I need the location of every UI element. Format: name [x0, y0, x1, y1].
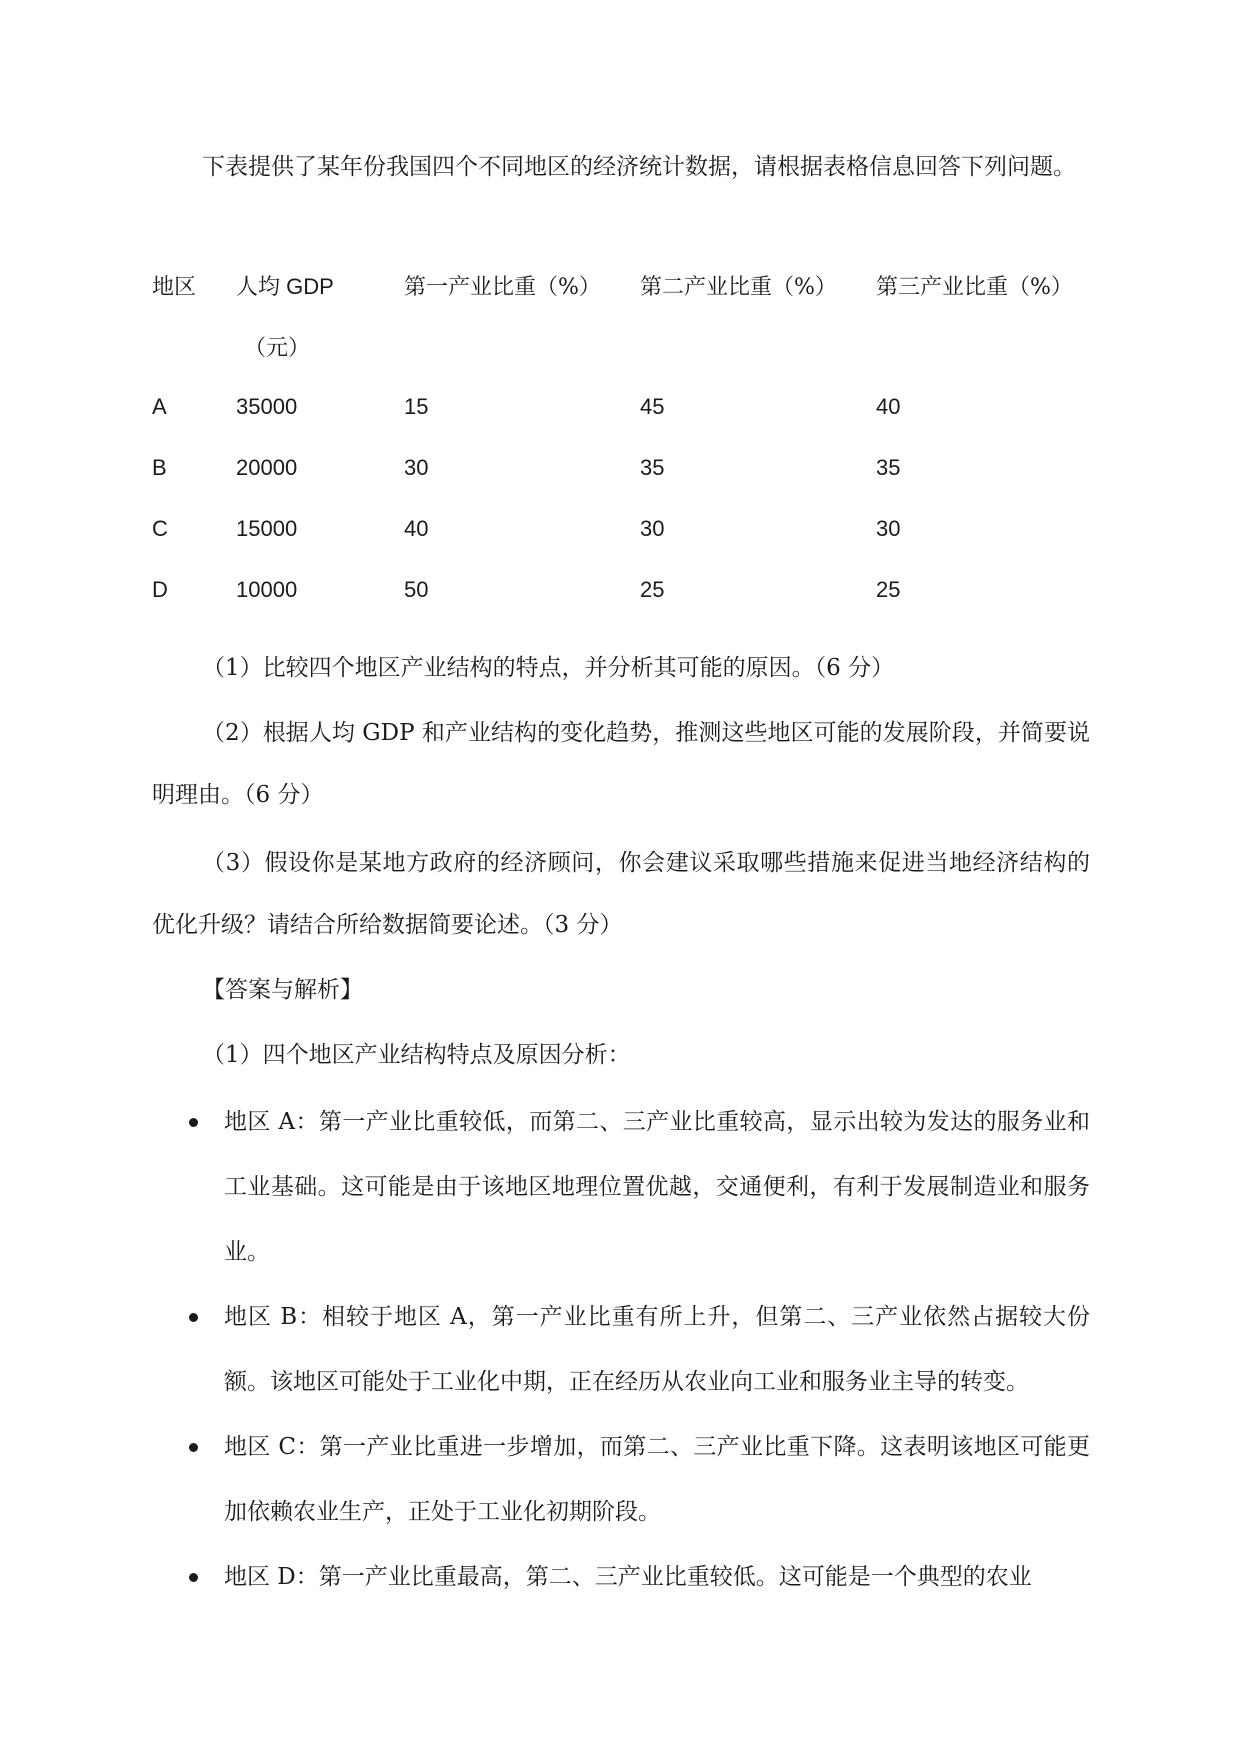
cell-region: C	[152, 516, 168, 541]
table-unit-row	[152, 331, 1092, 394]
cell-gdp: 35000	[236, 394, 298, 419]
cell-gdp: 10000	[236, 577, 298, 602]
bullet-text: 地区 B：相较于地区 A，第一产业比重有所上升，但第二、三产业依然占据较大份额。该地区可能处于工业化中期，正在经历从农业向工业和服务业主导的转变。	[224, 1304, 1090, 1395]
table-row	[152, 577, 1092, 638]
cell-region: D	[152, 577, 168, 602]
list-item	[152, 1285, 1090, 1415]
table-row	[152, 516, 1092, 577]
cell-gdp: 20000	[236, 455, 298, 480]
header-tertiary: 第三产业比重（%）	[876, 275, 1073, 300]
table-row	[152, 455, 1092, 516]
cell-secondary: 30	[640, 516, 665, 541]
intro-paragraph: 下表提供了某年份我国四个不同地区的经济统计数据，请根据表格信息回答下列问题。	[202, 154, 1076, 180]
cell-gdp: 15000	[236, 516, 298, 541]
bullet-text: 地区 A：第一产业比重较低，而第二、三产业比重较高，显示出较为发达的服务业和工业基础。这可能是由于该地区地理位置优越，交通便利，有利于发展制造业和服务业。	[224, 1109, 1090, 1265]
header-secondary: 第二产业比重（%）	[640, 275, 837, 300]
bullet-icon	[189, 1573, 198, 1582]
table-row	[152, 394, 1092, 455]
bullet-icon	[189, 1118, 198, 1127]
bullet-icon	[189, 1313, 198, 1322]
list-item	[152, 1415, 1090, 1545]
cell-primary: 40	[404, 516, 429, 541]
question-2: （2）根据人均 GDP 和产业结构的变化趋势，推测这些地区可能的发展阶段，并简要说明理由。（6 分）	[152, 720, 1090, 808]
list-item	[152, 1090, 1090, 1285]
cell-tertiary: 30	[876, 516, 901, 541]
header-region: 地区	[152, 275, 197, 300]
economic-data-table	[152, 270, 1092, 638]
gdp-unit: （元）	[244, 336, 311, 361]
cell-primary: 50	[404, 577, 429, 602]
cell-secondary: 25	[640, 577, 665, 602]
analysis-list	[152, 1090, 1090, 1610]
cell-secondary: 35	[640, 455, 665, 480]
cell-tertiary: 40	[876, 394, 901, 419]
header-primary: 第一产业比重（%）	[404, 275, 601, 300]
list-item	[152, 1545, 1090, 1610]
answer-subheading: （1）四个地区产业结构特点及原因分析：	[202, 1042, 631, 1068]
cell-secondary: 45	[640, 394, 665, 419]
bullet-text: 地区 D：第一产业比重最高，第二、三产业比重较低。这可能是一个典型的农业	[224, 1564, 1032, 1590]
cell-primary: 15	[404, 394, 429, 419]
question-1: （1）比较四个地区产业结构的特点，并分析其可能的原因。（6 分）	[202, 655, 895, 681]
bullet-icon	[189, 1443, 198, 1452]
cell-primary: 30	[404, 455, 429, 480]
header-gdp: 人均 GDP	[236, 274, 334, 299]
table-header-row	[152, 270, 1092, 331]
question-3: （3）假设你是某地方政府的经济顾问，你会建议采取哪些措施来促进当地经济结构的优化升级？请结合所给数据简要论述。（3 分）	[152, 850, 1090, 938]
cell-tertiary: 35	[876, 455, 901, 480]
cell-tertiary: 25	[876, 577, 901, 602]
bullet-text: 地区 C：第一产业比重进一步增加，而第二、三产业比重下降。这表明该地区可能更加依赖农业生产，正处于工业化初期阶段。	[224, 1434, 1090, 1525]
cell-region: A	[152, 394, 167, 419]
cell-region: B	[152, 455, 167, 480]
answer-heading: 【答案与解析】	[202, 977, 363, 1003]
